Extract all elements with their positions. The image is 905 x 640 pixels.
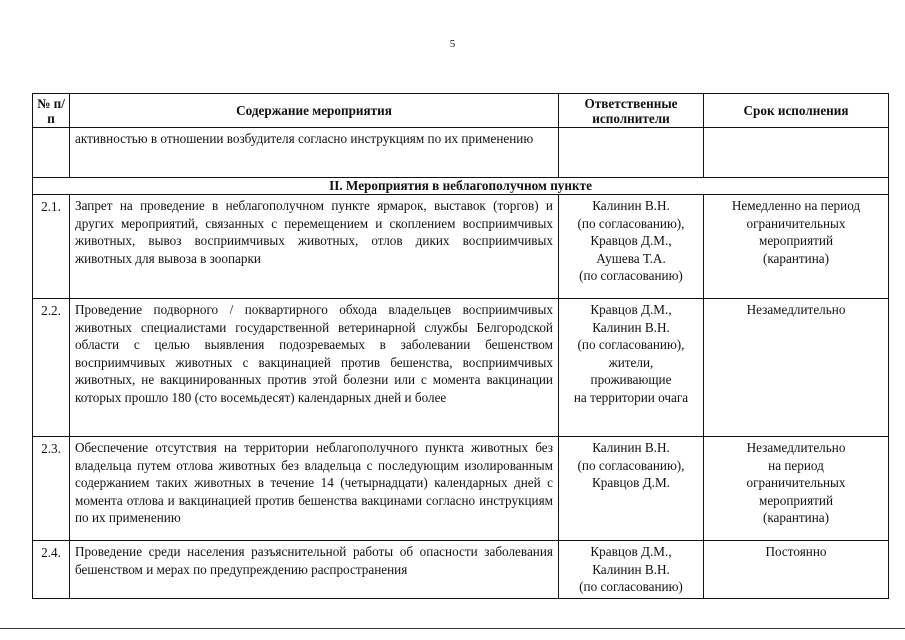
responsible-line: (по согласованию) <box>579 268 683 283</box>
cell-num: 2.4. <box>33 541 70 599</box>
cell-content: Проведение подворного / поквартирного обхода владельцев восприимчивых животных специалистами государственной ветеринарной службы Белгородской области с целью выявления подозреваемых в заболевании бешенством восприимчивых животных с вакцинацией против бешенства, восприимчивых животных, не вакцинированных против этой болезни или с момента вакцинации которых прошло 180 (сто восемьдесят) календарных дней и более <box>70 299 559 437</box>
page-bottom-rule <box>0 628 905 629</box>
header-responsible: Ответственные исполнители <box>559 94 704 128</box>
cell-term <box>704 541 889 599</box>
section-row <box>33 178 889 195</box>
cell-responsible <box>559 437 704 541</box>
header-num: № п/п <box>33 94 70 128</box>
cell-num: 2.3. <box>33 437 70 541</box>
term-line: Немедленно на период <box>731 198 861 213</box>
measures-table <box>32 93 889 599</box>
cell-content: активностью в отношении возбудителя согласно инструкциям по их применению <box>70 128 559 178</box>
table-row <box>33 195 889 299</box>
term-line: Незамедлительно <box>746 440 846 455</box>
responsible-line: жители, <box>608 354 654 370</box>
term-line: (карантина) <box>762 250 830 266</box>
responsible-line: Кравцов Д.М., <box>590 233 672 248</box>
table-row <box>33 541 889 599</box>
cell-responsible <box>559 541 704 599</box>
responsible-line: (по согласованию), <box>577 337 685 352</box>
cell-responsible <box>559 299 704 437</box>
cell-content: Запрет на проведение в неблагополучном пункте ярмарок, выставок (торгов) и других мероприятий, связанных с перемещением и скоплением восприимчивых животных, вывоз восприимчивых животных, отлов диких восприимчивых животных для вывоза в зоопарки <box>70 195 559 299</box>
responsible-line: Кравцов Д.М., <box>590 544 672 559</box>
term-line: на период <box>768 457 824 473</box>
responsible-line: проживающие <box>590 372 672 387</box>
table-header-row <box>33 94 889 128</box>
responsible-line: (по согласованию) <box>579 579 683 594</box>
header-term: Срок исполнения <box>704 94 889 128</box>
header-content: Содержание мероприятия <box>70 94 559 128</box>
term-line: мероприятий <box>758 492 834 508</box>
responsible-line: Калинин В.Н. <box>592 319 670 335</box>
cell-num: 2.2. <box>33 299 70 437</box>
responsible-line: (по согласованию), <box>577 457 685 473</box>
term-line: ограничительных <box>746 475 846 490</box>
cell-responsible <box>559 128 704 178</box>
responsible-line: Аушева Т.А. <box>596 250 666 266</box>
responsible-line: Кравцов Д.М., <box>590 302 672 317</box>
term-line: (карантина) <box>762 510 830 525</box>
responsible-line: Кравцов Д.М. <box>592 475 670 490</box>
cell-term <box>704 299 889 437</box>
cell-term <box>704 437 889 541</box>
term-line: мероприятий <box>758 233 834 248</box>
table-row-continued <box>33 128 889 178</box>
table-row <box>33 299 889 437</box>
responsible-line: Калинин В.Н. <box>592 198 670 213</box>
table-row <box>33 437 889 541</box>
section-title: II. Мероприятия в неблагополучном пункте <box>33 178 889 195</box>
responsible-line: (по согласованию), <box>577 215 685 231</box>
term-line: Постоянно <box>765 544 827 559</box>
cell-num <box>33 128 70 178</box>
cell-num: 2.1. <box>33 195 70 299</box>
term-line: Незамедлительно <box>746 302 846 317</box>
page-number: 5 <box>449 38 456 50</box>
cell-responsible <box>559 195 704 299</box>
responsible-line: Калинин В.Н. <box>592 561 670 577</box>
cell-content: Проведение среди населения разъяснительной работы об опасности заболевания бешенством и мерах по предупреждению распространения <box>70 541 559 599</box>
term-line: ограничительных <box>746 215 846 231</box>
cell-content: Обеспечение отсутствия на территории неблагополучного пункта животных без владельца путем отлова животных без владельца с последующим изолированным содержанием таких животных в течение 14 (четырнадцати) календарных дней с момента отлова и вакцинацией против бешенства вакцинами согласно инструкциям по их применению <box>70 437 559 541</box>
cell-term <box>704 128 889 178</box>
cell-term <box>704 195 889 299</box>
responsible-line: Калинин В.Н. <box>592 440 670 455</box>
responsible-line: на территории очага <box>573 389 689 405</box>
